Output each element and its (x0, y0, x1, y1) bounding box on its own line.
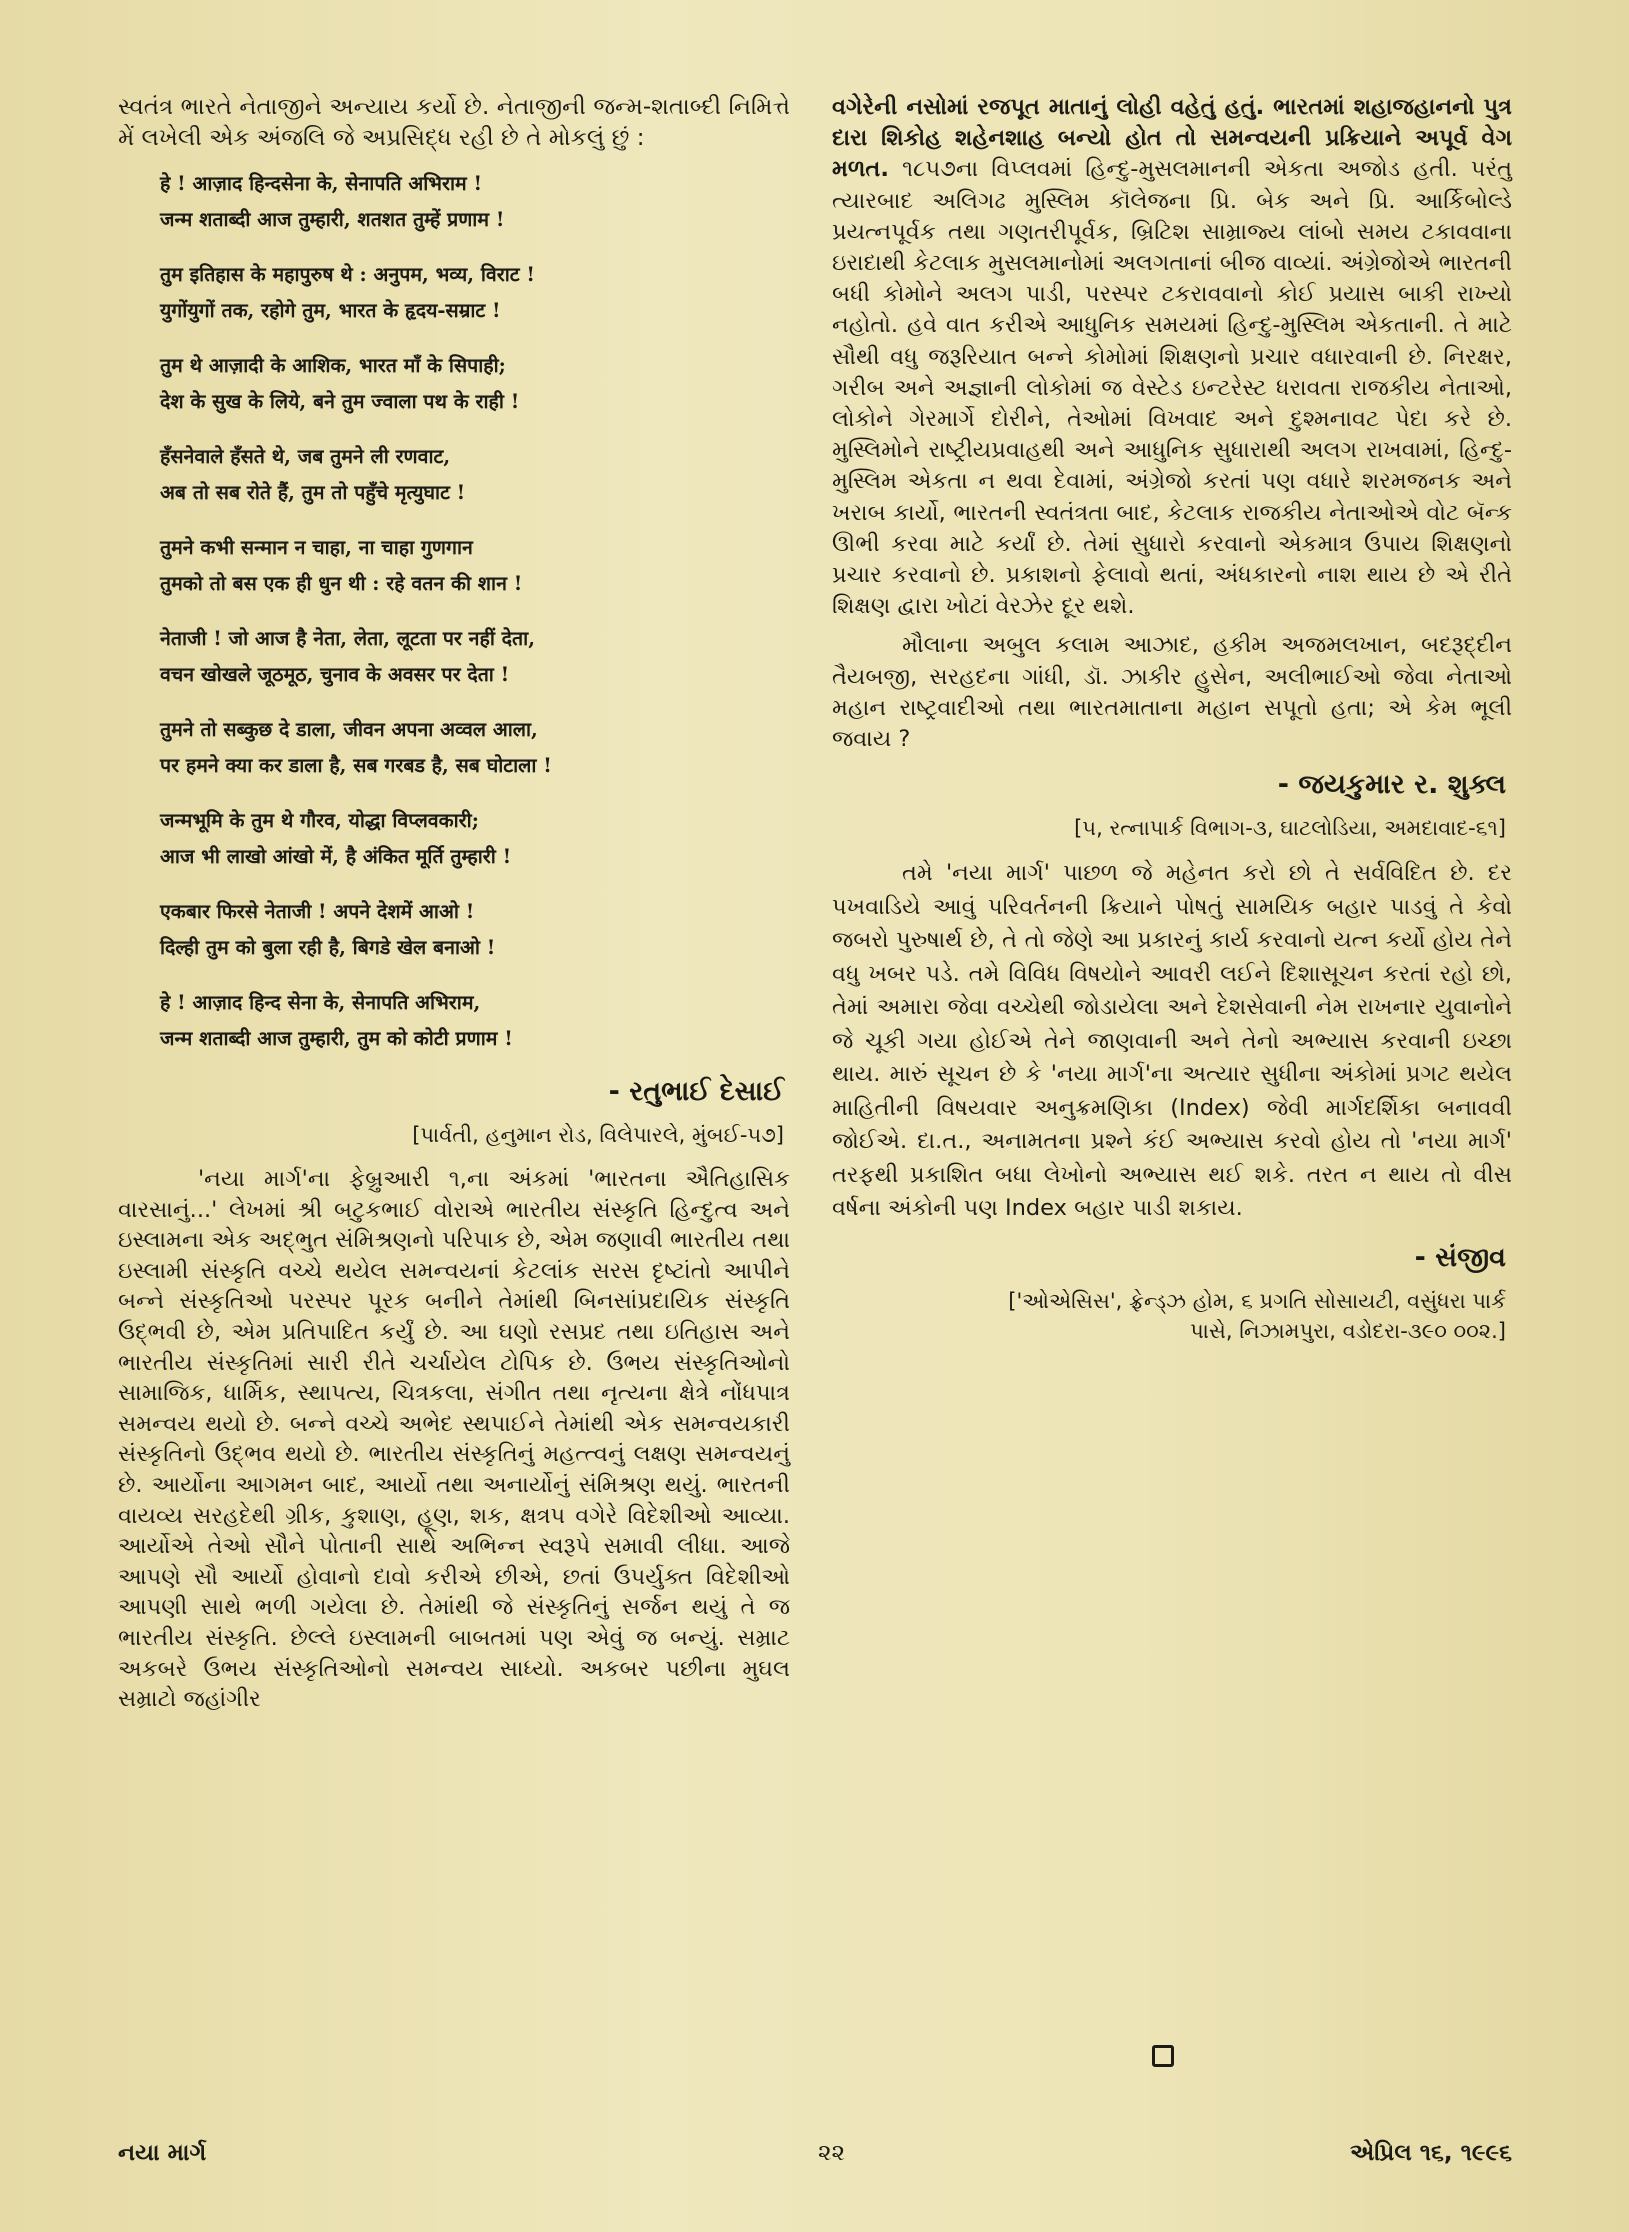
poem-stanza (160, 348, 790, 420)
poem-line: पर हमने क्या कर डाला है, सब गरबड है, सब घोटाला ! (160, 754, 552, 777)
poem-line: तुम थे आज़ादी के आशिक, भारत माँ के सिपाही; (160, 354, 506, 377)
poem-stanza (160, 166, 790, 238)
poem (160, 166, 790, 1057)
left-column (118, 92, 790, 1721)
poem-line: अब तो सब रोते हैं, तुम तो पहुँचे मृत्युघाट ! (160, 481, 466, 504)
poem-line: जन्म शताब्दी आज तुम्हारी, शतशत तुम्हें प्रणाम ! (160, 208, 505, 231)
poem-line: वचन खोखले जूठमूठ, चुनाव के अवसर पर देता ! (160, 663, 510, 686)
poem-stanza (160, 530, 790, 602)
poem-stanza (160, 257, 790, 329)
poem-line: तुमने तो सब्कुछ दे डाला, जीवन अपना अव्वल आला, (160, 718, 538, 741)
address-sanjiv-line1: ['ઓએસિસ', ફ્રેન્ડ્ઝ હોમ, ૬ પ્રગતિ સોસાયટી, વસુંધરા પાર્ક (1008, 1288, 1506, 1313)
leaders-paragraph: મૌલાના અબુલ કલામ આઝાદ, હકીમ અજમલખાન, બદરૂદ્દીન તૈયબજી, સરહદના ગાંધી, ડૉ. ઝાકીર હુસેન, અલીભાઈઓ જેવા નેતાઓ મહાન રાષ્ટ્રવાદીઓ તથા ભારતમાતાના મહાન સપૂતો હતા; એ કેમ ભૂલી જવાય ? (832, 632, 1512, 753)
address-sanjiv (832, 1286, 1506, 1346)
poem-line: जन्मभूमि के तुम थे गौरव, योद्धा विप्लवकारी; (160, 809, 479, 832)
signature-ratubhai: - રતુભાઈ દેસાઈ (608, 1076, 784, 1107)
poem-stanza (160, 894, 790, 966)
poem-line: दिल्ही तुम को बुला रही है, बिगडे खेल बनाओ ! (160, 936, 496, 959)
poem-stanza (160, 985, 790, 1057)
address-sanjiv-line2: પાસે, નિઝામપુરા, વડોદરા-૩૯૦ ૦૦૨.] (1190, 1318, 1506, 1343)
poem-line: तुमने कभी सन्मान न चाहा, ना चाहा गुणगान (160, 536, 473, 559)
poem-line: युगोंयुगों तक, रहोगे तुम, भारत के हृदय-सम्राट ! (160, 299, 501, 322)
poem-stanza (160, 803, 790, 875)
poem-line: जन्म शताब्दी आज तुम्हारी, तुम को कोटी प्रणाम ! (160, 1027, 513, 1050)
issue-date: એપ્રિલ ૧૬, ૧૯૯૬ (1349, 2140, 1512, 2166)
signature-jaykumar: - જયકુમાર ર. શુક્લ (1277, 769, 1506, 801)
letter-index-suggestion: તમે 'નયા માર્ગ' પાછળ જે મહેનત કરો છો તે સર્વવિદિત છે. દર પખવાડિયે આવું પરિવર્તનની ક્રિયાને પોષતું સામયિક બહાર પાડવું તે કેવો જબરો પુરુષાર્થ છે, તે તો જેણે આ પ્રકારનું કાર્ય કરવાનો યત્ન કર્યો હોય તેને વધુ ખબર પડે. તમે વિવિધ વિષયોને આવરી લઈને દિશાસૂચન કરતાં રહો છો, તેમાં અમારા જેવા વચ્ચેથી જોડાયેલા અને દેશસેવાની નેમ રાખનાર યુવાનોને જે ચૂકી ગયા હોઈએ તેને જાણવાની અને તેનો અભ્યાસ કરવાની ઇચ્છા થાય. મારું સૂચન છે કે 'નયા માર્ગ'ના અત્યાર સુધીના અંકોમાં પ્રગટ થયેલ માહિતીની વિષયવાર અનુક્રમણિકા (Index) જેવી માર્ગદર્શિકા બનાવવી જોઈએ. દા.ત., અનામતના પ્રશ્ને કંઈ અભ્યાસ કરવો હોય તો 'નયા માર્ગ' તરફથી પ્રકાશિત બધા લેખોનો અભ્યાસ થઈ શકે. તરત ન થાય તો વીસ વર્ષના અંકોની પણ Index બહાર પાડી શકાય. (832, 860, 1512, 1222)
poem-line: तुमको तो बस एक ही धुन थी : रहे वतन की शान ! (160, 572, 523, 595)
poem-stanza (160, 712, 790, 784)
poem-stanza (160, 439, 790, 511)
poem-line: तुम इतिहास के महापुरुष थे : अनुपम, भव्य, विराट ! (160, 263, 535, 286)
page-footer (118, 2140, 1512, 2180)
address-ratubhai: [પાર્વતી, હનુમાન રોડ, વિલેપારલે, મુંબઈ-૫૭] (412, 1123, 784, 1147)
letter-continuation (832, 92, 1512, 622)
address-jaykumar: [૫, રત્નાપાર્ક વિભાગ-૩, ઘાટલોડિયા, અમદાવાદ-૬૧] (1074, 816, 1506, 841)
poem-line: नेताजी ! जो आज है नेता, लेता, लूटता पर नहीं देता, (160, 627, 535, 650)
continuation-bold-text: વગેરેની નસોમાં રજપૂત માતાનું લોહી વહેતું હતું. ભારતમાં શહાજહાનનો પુત્ર દારા શિકોહ શહેનશાહ બન્યો હોત તો સમન્વયની પ્રક્રિયાને અપૂર્વ વેગ મળત. (832, 94, 1512, 183)
letter-intro: સ્વતંત્ર ભારતે નેતાજીને અન્યાય કર્યો છે. નેતાજીની જન્મ-શતાબ્દી નિમિત્તે મેં લખેલી એક અંજલિ જે અપ્રસિદ્ધ રહી છે તે મોકલું છું : (118, 94, 790, 151)
page-number: ૨૨ (818, 2140, 846, 2166)
poem-line: हे ! आज़ाद हिन्दसेना के, सेनापति अभिराम ! (160, 172, 483, 195)
poem-line: हँसनेवाले हँसते थे, जब तुमने ली रणवाट, (160, 445, 451, 468)
poem-line: आज भी लाखो आंखो में, है अंकित मूर्ति तुम्हारी ! (160, 845, 512, 868)
poem-stanza (160, 621, 790, 693)
poem-line: हे ! आज़ाद हिन्द सेना के, सेनापति अभिराम, (160, 991, 481, 1014)
letter-bharatiya-sanskruti: 'નયા માર્ગ'ના ફેબ્રુઆરી ૧,ના અંકમાં 'ભારતના ઐતિહાસિક વારસાનું...' લેખમાં શ્રી બટુકભાઈ વોરાએ ભારતીય સંસ્કૃતિ હિન્દુત્વ અને ઇસ્લામના એક અદ્ભુત સંમિશ્રણનો પરિપાક છે, એમ જણાવી ભારતીય તથા ઇસ્લામી સંસ્કૃતિ વચ્ચે થયેલ સમન્વયનાં કેટલાંક સરસ દૃષ્ટાંતો આપીને બન્ને સંસ્કૃતિઓ પરસ્પર પૂરક બનીને તેમાંથી બિનસાંપ્રદાયિક સંસ્કૃતિ ઉદ્ભવી છે, એમ પ્રતિપાદિત કર્યું છે. આ ઘણો રસપ્રદ તથા ઇતિહાસ અને ભારતીય સંસ્કૃતિમાં સારી રીતે ચર્ચાયેલ ટોપિક છે. ઉભય સંસ્કૃતિઓનો સામાજિક, ધાર્મિક, સ્થાપત્ય, ચિત્રકલા, સંગીત તથા નૃત્યના ક્ષેત્રે નોંધપાત્ર સમન્વય થયો છે. બન્ને વચ્ચે અભેદ સ્થપાઈને તેમાંથી એક સમન્વયકારી સંસ્કૃતિનો ઉદ્ભવ થયો છે. ભારતીય સંસ્કૃતિનું મહત્ત્વનું લક્ષણ સમન્વયનું છે. આર્યોના આગમન બાદ, આર્યો તથા અનાર્યોનું સંમિશ્રણ થયું. ભારતની વાયવ્ય સરહદેથી ગ્રીક, કુશાણ, હૂણ, શક, ક્ષત્રપ વગેરે વિદેશીઓ આવ્યા. આર્યોએ તેઓ સૌને પોતાની સાથે અભિન્ન સ્વરૂપે સમાવી લીધા. આજે આપણે સૌ આર્યો હોવાનો દાવો કરીએ છીએ, છતાં ઉપર્યુક્ત વિદેશીઓ આપણી સાથે ભળી ગયેલા છે. તેમાંથી જે સંસ્કૃતિનું સર્જન થયું તે જ ભારતીય સંસ્કૃતિ. છેલ્લે ઇસ્લામની બાબતમાં પણ એવું જ બન્યું. સમ્રાટ અકબરે ઉભય સંસ્કૃતિઓનો સમન્વય સાધ્યો. અકબર પછીના મુઘલ સમ્રાટો જહાંગીર (118, 1166, 790, 1713)
poem-line: एकबार फिरसे नेताजी ! अपने देशमें आओ ! (160, 900, 475, 923)
poem-line: देश के सुख के लिये, बने तुम ज्वाला पथ के राही ! (160, 390, 520, 413)
continuation-text: ૧૮૫૭ના વિપ્લવમાં હિન્દુ-મુસલમાનની એકતા અજોડ હતી. પરંતુ ત્યારબાદ અલિગઢ મુસ્લિમ કૉલેજના પ્રિ. બેક અને પ્રિ. આર્કિબોલ્ડે પ્રયત્નપૂર્વક તથા ગણતરીપૂર્વક, બ્રિટિશ સામ્રાજ્ય લાંબો સમય ટકાવવાના ઇરાદાથી કેટલાક મુસલમાનોમાં અલગતાનાં બીજ વાવ્યાં. અંગ્રેજોએ ભારતની બધી કોમોને અલગ પાડી, પરસ્પર ટકરાવવાનો કોઈ પ્રયાસ બાકી રાખ્યો નહોતો. હવે વાત કરીએ આધુનિક સમયમાં હિન્દુ-મુસ્લિમ એકતાની. તે માટે સૌથી વધુ જરૂરિયાત બન્ને કોમોમાં શિક્ષણનો પ્રચાર વધારવાની છે. નિરક્ષર, ગરીબ અને અજ્ઞાની લોકોમાં જ વેસ્ટેડ ઇન્ટરેસ્ટ ધરાવતા રાજકીય નેતાઓ, લોકોને ગેરમાર્ગે દોરીને, તેઓમાં વિખવાદ અને દુશ્મનાવટ પેદા કરે છે. મુસ્લિમોને રાષ્ટ્રીયપ્રવાહથી અને આધુનિક સુધારાથી અલગ રાખવામાં, હિન્દુ-મુસ્લિમ એકતા ન થવા દેવામાં, અંગ્રેજો કરતાં પણ વધારે શરમજનક અને ખરાબ કાર્યો, ભારતની સ્વતંત્રતા બાદ, કેટલાક રાજકીય નેતાઓએ વોટ બૅન્ક ઊભી કરવા માટે કર્યાં છે. તેમાં સુધારો કરવાનો એકમાત્ર ઉપાય શિક્ષણનો પ્રચાર કરવાનો છે. પ્રકાશનો ફેલાવો થતાં, અંધકારનો નાશ થાય છે એ રીતે શિક્ષણ દ્વારા ખોટાં વેરઝેર દૂર થશે. (832, 156, 1512, 620)
end-of-article-box-icon (1152, 2045, 1174, 2067)
signature-sanjiv: - સંજીવ (1414, 1241, 1506, 1273)
publication-name: નયા માર્ગ (118, 2140, 207, 2166)
right-column (832, 92, 1512, 1360)
